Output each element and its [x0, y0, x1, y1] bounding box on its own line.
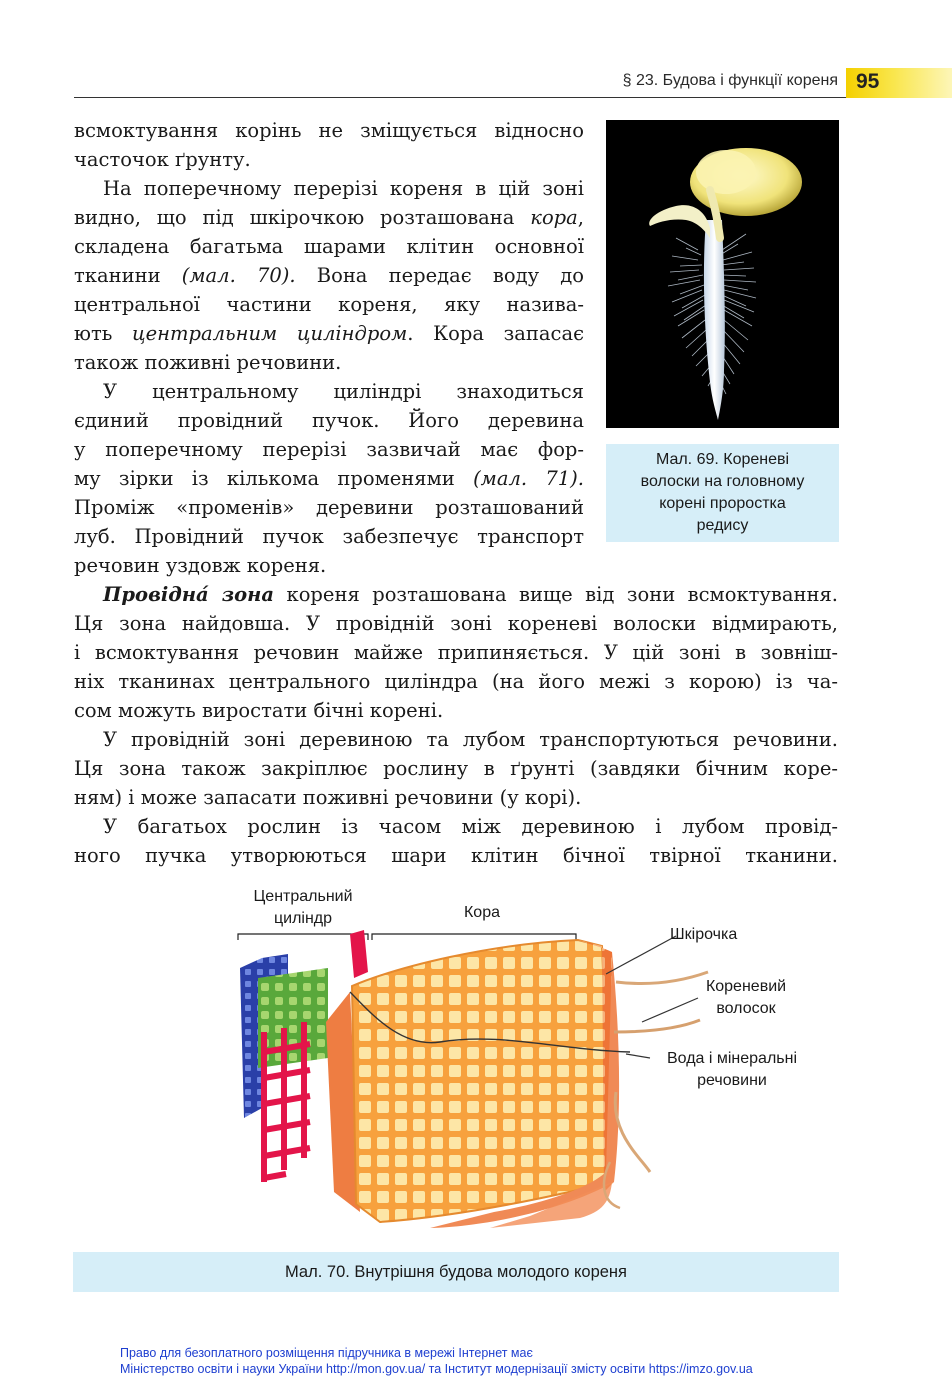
page-number: 95	[856, 70, 880, 93]
text-line: Ця зона також закріплює рослину в ґрунті (завдяки бічним коре-	[74, 757, 838, 780]
text-line: складена багатьма шарами клітин основної	[74, 235, 584, 258]
footer-line: Міністерство освіти і науки України http://mon.gov.ua/ та Інститут модернізації змісту освіти https://imzo.gov.ua	[120, 1362, 753, 1376]
text-line: му зірки із кількома променями (мал. 71).	[74, 467, 584, 490]
term-cortex: кора	[530, 206, 578, 229]
copyright-footer	[120, 1345, 753, 1377]
text-line: ють центральним циліндром. Кора запасає	[74, 322, 584, 345]
text-line: у поперечному перерізі зазвичай має фор-	[74, 438, 584, 461]
label-cortex: Кора	[463, 904, 500, 921]
text-line: ням) і може запасати поживні речовини (у корі).	[74, 786, 582, 809]
paragraph-6	[74, 812, 838, 870]
figure-ref: (мал. 71).	[473, 467, 584, 490]
text-line: Ця зона найдовша. У провідній зоні кореневі волоски відмирають,	[74, 612, 838, 635]
paragraph-2	[74, 174, 584, 377]
text-line: На поперечному перерізі кореня в цій зоні	[103, 177, 584, 200]
text-line: У багатьох рослин із часом між деревиною і лубом провід-	[103, 815, 838, 838]
text-line: У провідній зоні деревиною та лубом транспортуються речовини.	[103, 728, 838, 751]
figure-ref: (мал. 70).	[181, 264, 296, 287]
radish-sprout-photo	[606, 120, 839, 428]
label-root-hair: Кореневий волосок	[705, 978, 787, 1017]
label-water-minerals: Вода і мінеральні речовини	[666, 1050, 798, 1089]
text-line: ніх тканинах центрального циліндра (на його межі з корою) із ча-	[74, 670, 838, 693]
text-line: ного пучка утворюються шари клітин бічної твірної тканини.	[74, 844, 838, 867]
text-line: єдиний провідний пучок. Його деревина	[74, 409, 584, 432]
text-line: також поживні речовини.	[74, 351, 342, 374]
text-line: У центральному циліндрі знаходиться	[103, 380, 584, 403]
running-header: § 23. Будова і функції кореня	[622, 72, 838, 89]
text-line: центральної частини кореня, яку назива-	[74, 293, 584, 316]
figure-69-caption: Мал. 69. Кореневі волоски на головному корені проростка редису	[606, 444, 839, 542]
paragraph-3	[74, 377, 584, 580]
text-line: видно, що під шкірочкою розташована кора,	[74, 206, 584, 229]
text-line: луб. Провідний пучок забезпечує транспорт	[74, 525, 584, 548]
term-conducting-zone: Провідна́ зона	[103, 583, 275, 606]
label-central-cylinder: Центральний циліндр	[253, 888, 353, 927]
paragraph-1	[74, 116, 584, 174]
text-line: і всмоктування речовин майже припиняється. У цій зоні в зовніш-	[74, 641, 838, 664]
term-central-cylinder: центральним циліндром	[132, 322, 408, 345]
figure-70-caption: Мал. 70. Внутрішня будова молодого кореня	[73, 1252, 839, 1292]
paragraph-4	[74, 580, 838, 725]
text-line: часточок ґрунту.	[74, 148, 251, 171]
text-line: всмоктування корінь не зміщується відносно	[74, 119, 584, 142]
text-line: сом можуть виростати бічні корені.	[74, 699, 444, 722]
label-epidermis: Шкірочка	[670, 926, 738, 943]
header-rule	[74, 97, 846, 98]
text-line: речовин уздовж кореня.	[74, 554, 327, 577]
text-line: тканини (мал. 70). Вона передає воду до	[74, 264, 584, 287]
text-line: Провідна́ зона кореня розташована вище від зони всмоктування.	[103, 583, 838, 606]
footer-line: Право для безоплатного розміщення підручника в мережі Інтернет має	[120, 1346, 533, 1360]
text-line: Проміж «променів» деревини розташований	[74, 496, 584, 519]
root-structure-diagram	[230, 882, 840, 1232]
paragraph-5	[74, 725, 838, 812]
